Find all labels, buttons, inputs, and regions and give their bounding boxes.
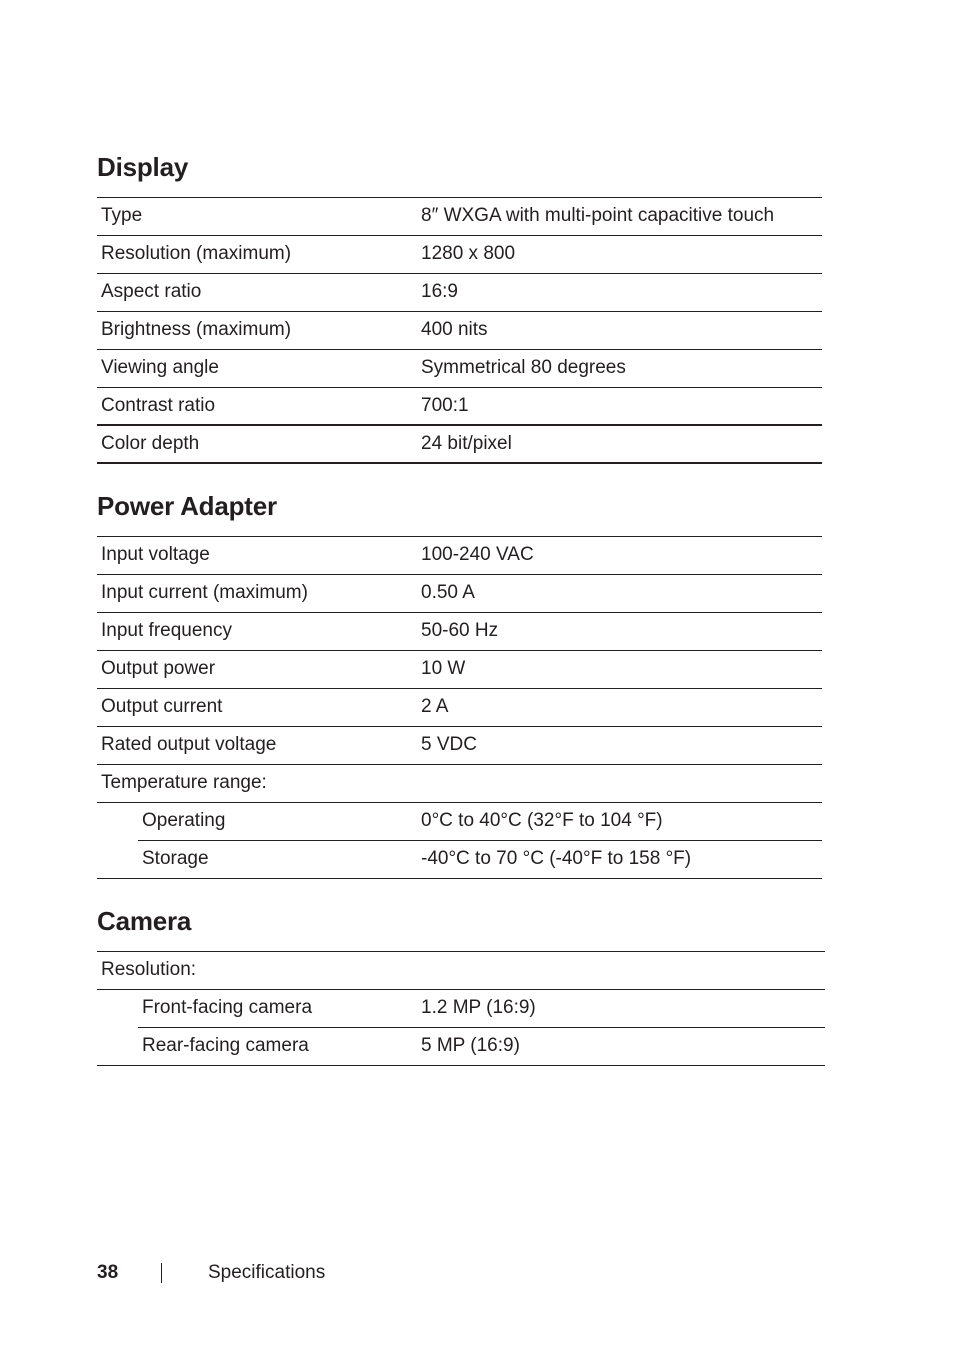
table-row bbox=[97, 689, 822, 727]
table-row bbox=[138, 990, 825, 1028]
table-row bbox=[97, 613, 822, 651]
table-row bbox=[97, 197, 822, 236]
spec-label: Color depth bbox=[101, 433, 200, 454]
section-title-display: Display bbox=[97, 152, 189, 182]
table-row bbox=[97, 388, 822, 426]
spec-value: Symmetrical 80 degrees bbox=[421, 357, 626, 378]
camera-spec-table bbox=[97, 951, 825, 1065]
footer-section-title: Specifications bbox=[208, 1262, 326, 1283]
section-title-power-adapter: Power Adapter bbox=[97, 491, 277, 521]
page-number: 38 bbox=[97, 1262, 119, 1283]
table-row bbox=[138, 803, 822, 841]
table-row bbox=[97, 350, 822, 388]
spec-label: Operating bbox=[142, 810, 226, 831]
spec-label: Storage bbox=[142, 848, 209, 869]
table-row-inner bbox=[138, 841, 822, 878]
spec-label: Output power bbox=[101, 658, 216, 679]
spec-label: Rear-facing camera bbox=[142, 1035, 309, 1056]
table-row bbox=[97, 951, 825, 990]
spec-label: Output current bbox=[101, 696, 223, 717]
spec-label: Viewing angle bbox=[101, 357, 219, 378]
spec-label: Input frequency bbox=[101, 620, 232, 641]
spec-value: 5 MP (16:9) bbox=[421, 1035, 520, 1056]
spec-value: 700:1 bbox=[421, 395, 469, 416]
spec-value: 24 bit/pixel bbox=[421, 433, 512, 454]
table-row bbox=[97, 1028, 825, 1065]
spec-value: -40°C to 70 °C (-40°F to 158 °F) bbox=[421, 848, 692, 869]
spec-value: 1280 x 800 bbox=[421, 243, 516, 264]
table-row bbox=[97, 274, 822, 312]
section-title-camera: Camera bbox=[97, 906, 192, 936]
spec-value: 0.50 A bbox=[421, 582, 475, 603]
spec-value: 8″ WXGA with multi-point capacitive touch bbox=[421, 205, 775, 226]
footer-separator bbox=[161, 1263, 162, 1283]
table-row bbox=[97, 727, 822, 765]
spec-label: Rated output voltage bbox=[101, 734, 277, 755]
spec-label: Aspect ratio bbox=[101, 281, 202, 302]
table-row-inner bbox=[138, 1028, 825, 1065]
table-bottom-rule bbox=[97, 878, 822, 879]
spec-label: Type bbox=[101, 205, 143, 226]
spec-value: 5 VDC bbox=[421, 734, 477, 755]
spec-value: 2 A bbox=[421, 696, 449, 717]
spec-value: 50-60 Hz bbox=[421, 620, 499, 641]
spec-label: Input voltage bbox=[101, 544, 210, 565]
table-row bbox=[97, 426, 822, 464]
spec-label: Contrast ratio bbox=[101, 395, 216, 416]
spec-group-label: Resolution: bbox=[101, 959, 197, 980]
table-row bbox=[97, 536, 822, 575]
spec-value: 10 W bbox=[421, 658, 466, 679]
spec-group-label: Temperature range: bbox=[101, 772, 267, 793]
spec-value: 400 nits bbox=[421, 319, 488, 340]
spec-value: 100-240 VAC bbox=[421, 544, 534, 565]
display-spec-table bbox=[97, 197, 822, 464]
table-row bbox=[97, 651, 822, 689]
power-adapter-spec-table bbox=[97, 536, 822, 878]
spec-label: Input current (maximum) bbox=[101, 582, 308, 603]
table-row bbox=[97, 236, 822, 274]
table-row bbox=[97, 765, 822, 803]
spec-value: 1.2 MP (16:9) bbox=[421, 997, 536, 1018]
spec-label: Brightness (maximum) bbox=[101, 319, 292, 340]
spec-value: 16:9 bbox=[421, 281, 458, 302]
table-row bbox=[97, 841, 822, 878]
table-bottom-rule bbox=[97, 1065, 825, 1066]
table-row bbox=[97, 312, 822, 350]
spec-label: Resolution (maximum) bbox=[101, 243, 292, 264]
spec-label: Front-facing camera bbox=[142, 997, 313, 1018]
table-row bbox=[97, 575, 822, 613]
spec-value: 0°C to 40°C (32°F to 104 °F) bbox=[421, 810, 663, 831]
